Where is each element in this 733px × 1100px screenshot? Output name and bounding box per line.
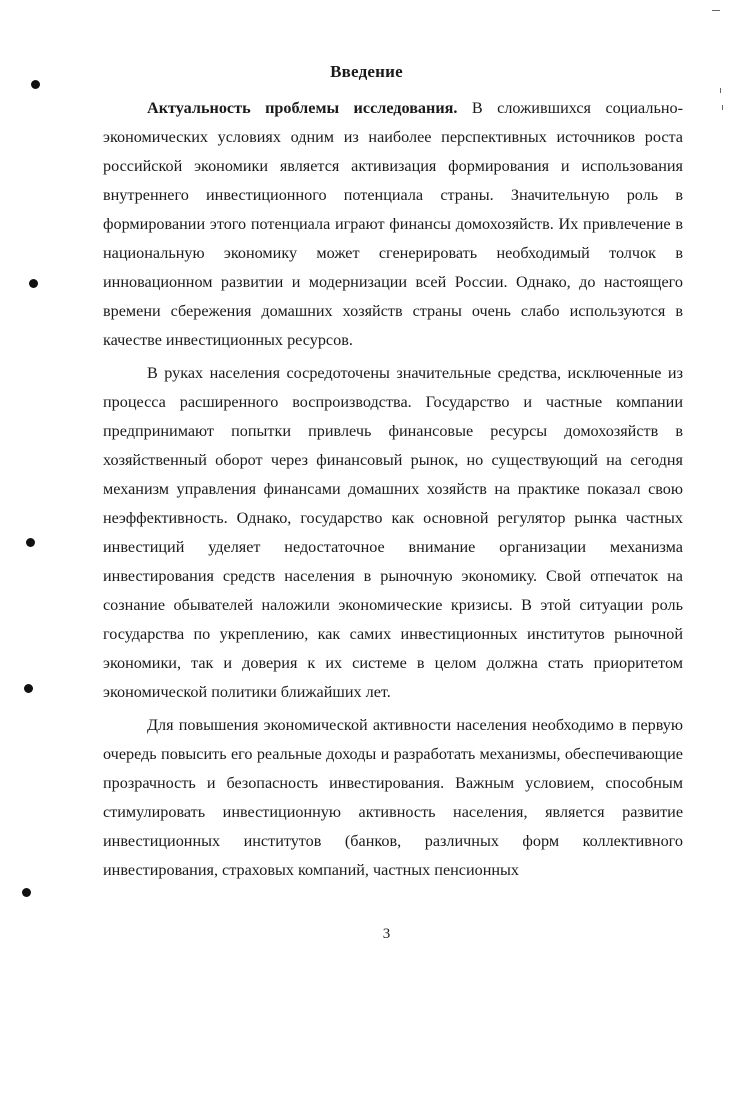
scan-mark-3 [722,105,723,110]
paragraph-1-lead: Актуальность проблемы исследования. [147,99,458,117]
binder-hole-5 [22,888,31,897]
binder-hole-3 [26,538,35,547]
paragraph-2 [103,359,683,707]
binder-hole-4 [24,684,33,693]
scan-mark-1 [712,10,720,11]
paragraph-3 [103,711,683,885]
paragraph-1 [103,94,683,355]
body-text [103,94,683,885]
scan-mark-2 [720,88,721,93]
page-number: 3 [382,926,391,942]
paragraph-1-text: В сложившихся социально-экономических условиях одним из наиболее перспективных источников роста российской экономики является активизация формирования и использования внутреннего инвестиционного потенциала страны. Значительную роль в формировании этого потенциала играют финансы домохозяйств. Их привлечение в национальную экономику может сгенерировать необходимый толчок в инновационном развитии и модернизации всей России. Однако, до настоящего времени сбережения домашних хозяйств страны очень слабо используются в качестве инвестиционных ресурсов. [103,99,683,349]
paragraph-3-text: Для повышения экономической активности населения необходимо в первую очередь повысить его реальные доходы и разработать механизмы, обеспечивающие прозрачность и безопасность инвестирования. Важным условием, способным стимулировать инвестиционную активность населения, является развитие инвестиционных институтов (банков, различных форм коллективного инвестирования, страховых компаний, частных пенсионных [103,716,683,879]
page-title: Введение [330,62,403,81]
paragraph-2-text: В руках населения сосредоточены значительные средства, исключенные из процесса расширенного воспроизводства. Государство и частные компании предпринимают попытки привлечь финансовые ресурсы домохозяйств в хозяйственный оборот через финансовый рынок, но существующий на сегодня механизм управления финансами домашних хозяйств на практике показал свою неэффективность. Однако, государство как основной регулятор рынка частных инвестиций уделяет недостаточное внимание организации механизма инвестирования средств населения в рыночную экономику. Свой отпечаток на сознание обывателей наложили экономические кризисы. В этой ситуации роль государства по укреплению, как самих инвестиционных институтов рыночной экономики, так и доверия к их системе в целом должна стать приоритетом экономической политики ближайших лет. [103,364,683,701]
binder-hole-2 [29,279,38,288]
